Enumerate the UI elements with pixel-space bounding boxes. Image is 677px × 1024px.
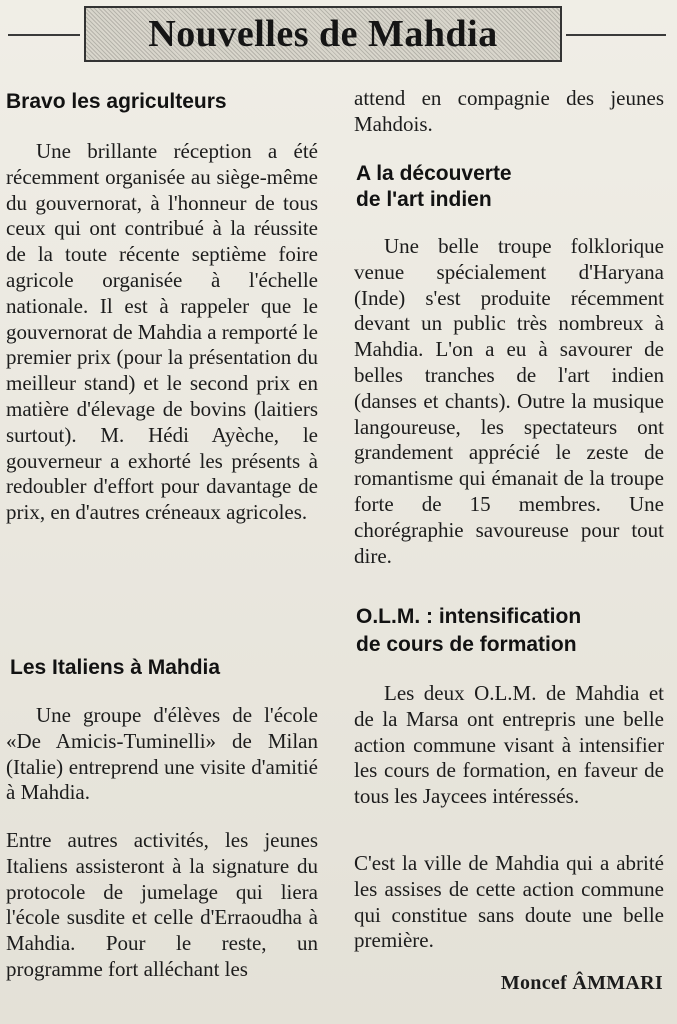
heading-art-indien-line-1: A la découverte: [356, 162, 512, 185]
article-italiens-body-2: Entre autres activités, les jeunes Italiens assisteront à la signature du protocole de jumelage qui liera l'école susdite et celle d'Erraoudha à Mahdia. Pour le reste, un programme fort alléchant les: [6, 828, 318, 981]
author-byline: Moncef ÂMMARI: [500, 972, 663, 994]
heading-olm-line-1: O.L.M. : intensification: [356, 605, 582, 628]
article-agriculteurs-body: Une brillante réception a été récemment organisée au siège-même du gouvernorat, à l'honneur de tous ceux qui ont contribué à la réussite de la toute récente septième foire agricole organisée à l'échelle nationale. Il est à rappeler que le gouvernorat de Mahdia a remporté le premier prix (pour la présentation du meilleur stand) et le second prix en matière d'élevage de bovins (laitiers surtout). M. Hédi Ayèche, le gouverneur a exhorté les présents à redoubler d'effort pour davantage de prix, en d'autres créneaux agricoles.: [6, 139, 318, 525]
masthead-rule-right: [566, 34, 666, 36]
masthead-rule-left: [8, 34, 80, 36]
article-art-indien-body: Une belle troupe folklorique venue spécialement d'Haryana (Inde) s'est produite récemment devant un public très nombreux à Mahdia. L'on a eu à savourer de belles tranches de l'art indien (danses et chants). Outre la musique langoureuse, les spectateurs ont grandement apprécié le zeste de romantisme qui émanait de la troupe forte de 15 membres. Une chorégraphie savoureuse pour tout dire.: [354, 234, 664, 568]
heading-olm-line-2: de cours de formation: [356, 633, 577, 656]
article-olm-body-2: C'est la ville de Mahdia qui a abrité les assises de cette action commune qui constitue sans doute une belle première.: [354, 851, 664, 953]
article-italiens-body-1: Une groupe d'élèves de l'école «De Amicis-Tuminelli» de Milan (Italie) entreprend une visite d'amitié à Mahdia.: [6, 703, 318, 805]
article-italiens-continuation: attend en compagnie des jeunes Mahdois.: [354, 86, 664, 136]
article-olm-body-1: Les deux O.L.M. de Mahdia et de la Marsa ont entrepris une belle action commune visant à intensifier les cours de formation, en faveur de tous les Jaycees intéressés.: [354, 681, 664, 809]
masthead-title: Nouvelles de Mahdia: [148, 13, 498, 55]
masthead-box: [84, 6, 562, 62]
heading-italiens: Les Italiens à Mahdia: [10, 656, 221, 679]
heading-art-indien-line-2: de l'art indien: [356, 188, 492, 211]
heading-agriculteurs: Bravo les agriculteurs: [6, 90, 227, 113]
